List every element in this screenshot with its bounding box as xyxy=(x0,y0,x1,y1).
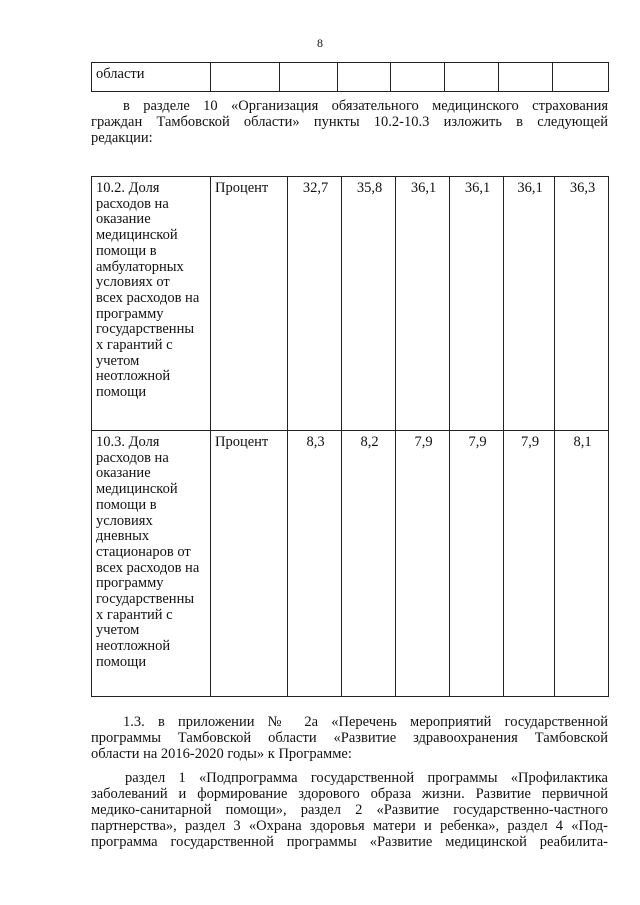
value-cell: 7,9 xyxy=(396,431,450,697)
paragraph-line: граждан Тамбовской области» пункты 10.2-10.3 изложить в следующей xyxy=(91,114,608,130)
paragraph-line: 1.3. в приложении № 2а «Перечень мероприятий государственной xyxy=(123,714,608,730)
paragraph-line: заболеваний и формирование здорового образа жизни. Развитие первичной xyxy=(91,786,608,802)
table-row xyxy=(92,177,609,431)
value-cell: 36,3 xyxy=(555,177,609,431)
value-cell: 7,9 xyxy=(504,431,555,697)
top-table-fragment xyxy=(91,62,609,92)
paragraph-line: в разделе 10 «Организация обязательного медицинского страхования xyxy=(123,98,608,114)
indicators-table xyxy=(91,176,609,697)
value-cell: 36,1 xyxy=(396,177,450,431)
value-cell: 35,8 xyxy=(342,177,396,431)
intro-paragraph xyxy=(91,98,608,146)
indicator-name-cell: 10.2. Доля расходов на оказание медицинской помощи в амбулаторных условиях от всех расходов на программу государственны х гарантий с учетом неотложной помощи xyxy=(92,177,211,431)
paragraph-line: редакции: xyxy=(91,130,153,146)
table-row xyxy=(92,431,609,697)
table-cell-empty xyxy=(338,63,391,92)
value-cell: 32,7 xyxy=(288,177,342,431)
table-cell-empty xyxy=(391,63,445,92)
unit-cell: Процент xyxy=(211,177,288,431)
table-cell-empty xyxy=(445,63,499,92)
table-cell-empty xyxy=(499,63,553,92)
paragraph-line: программа государственной программы «Развитие медицинской реабилита- xyxy=(91,834,608,850)
paragraph-line: области на 2016-2020 годы» к Программе: xyxy=(91,746,352,762)
unit-cell: Процент xyxy=(211,431,288,697)
paragraph-line: партнерства», раздел 3 «Охрана здоровья матери и ребенка», раздел 4 «Под- xyxy=(91,818,608,834)
paragraph-line: программы Тамбовской области «Развитие здравоохранения Тамбовской xyxy=(91,730,608,746)
table-cell-empty xyxy=(553,63,609,92)
indicator-name-cell: 10.3. Доля расходов на оказание медицинской помощи в условиях дневных стационаров от всех расходов на программу государственны х гарантий с учетом неотложной помощи xyxy=(92,431,211,697)
sections-paragraph xyxy=(91,770,608,850)
table-cell-empty xyxy=(211,63,280,92)
value-cell: 7,9 xyxy=(450,431,504,697)
page-number: 8 xyxy=(317,36,323,50)
value-cell: 8,2 xyxy=(342,431,396,697)
value-cell: 36,1 xyxy=(504,177,555,431)
paragraph-line: раздел 1 «Подпрограмма государственной программы «Профилактика xyxy=(125,770,608,786)
value-cell: 8,3 xyxy=(288,431,342,697)
table-cell-region: области xyxy=(92,63,211,92)
value-cell: 36,1 xyxy=(450,177,504,431)
table-row xyxy=(92,63,609,92)
paragraph-1-3 xyxy=(91,714,608,762)
paragraph-line: медико-санитарной помощи», раздел 2 «Развитие государственно-частного xyxy=(91,802,608,818)
table-cell-empty xyxy=(280,63,338,92)
value-cell: 8,1 xyxy=(555,431,609,697)
